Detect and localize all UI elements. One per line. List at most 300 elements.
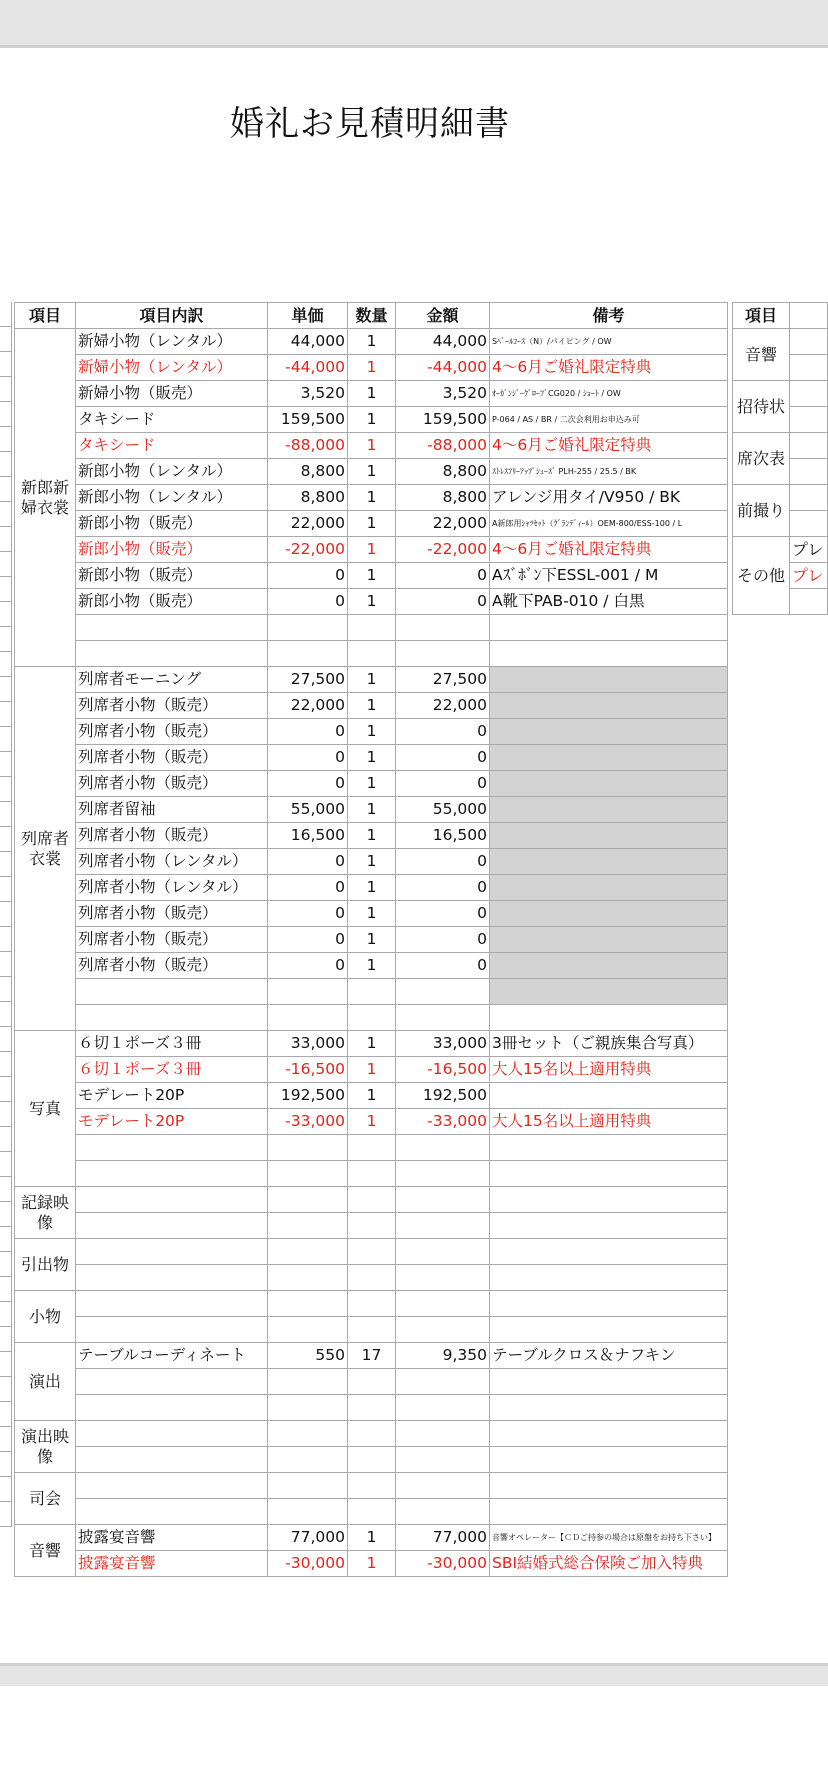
table-header-row <box>15 303 728 329</box>
remarks-cell <box>490 849 728 875</box>
amount-cell <box>396 1473 490 1499</box>
item-cell: 列席者小物（販売） <box>76 771 268 797</box>
item-cell: 新婦小物（販売） <box>76 381 268 407</box>
right-header-category: 項目 <box>733 303 790 329</box>
right-blank-cell <box>790 589 828 615</box>
item-cell: 列席者小物（レンタル） <box>76 875 268 901</box>
item-cell <box>76 641 268 667</box>
table-row <box>15 1265 728 1291</box>
amount-cell: 16,500 <box>396 823 490 849</box>
remarks-cell <box>490 719 728 745</box>
quantity-cell <box>348 1499 396 1525</box>
remarks-cell: 4～6月ご婚礼限定特典 <box>490 433 728 459</box>
amount-cell <box>396 1161 490 1187</box>
amount-cell <box>396 1239 490 1265</box>
amount-cell <box>396 641 490 667</box>
amount-cell: 0 <box>396 953 490 979</box>
amount-cell: 0 <box>396 589 490 615</box>
item-cell: 列席者小物（販売） <box>76 745 268 771</box>
table-row <box>15 875 728 901</box>
table-row <box>15 433 728 459</box>
quantity-cell: 1 <box>348 1525 396 1551</box>
item-cell <box>76 979 268 1005</box>
remarks-cell: ｽﾄﾚｽﾌﾘｰｱｯﾌﾟｼｭｰｽﾞ PLH-255 / 25.5 / BK <box>490 459 728 485</box>
item-cell: 列席者小物（販売） <box>76 719 268 745</box>
quantity-cell: 1 <box>348 849 396 875</box>
table-row <box>15 1057 728 1083</box>
right-blank-cell <box>790 355 828 381</box>
amount-cell: 8,800 <box>396 459 490 485</box>
right-row <box>733 433 828 459</box>
unit-price-cell <box>268 1395 348 1421</box>
left-strip-cell <box>0 1077 12 1102</box>
remarks-cell: 大人15名以上適用特典 <box>490 1109 728 1135</box>
left-strip-cell <box>0 952 12 977</box>
quantity-cell: 1 <box>348 407 396 433</box>
remarks-cell <box>490 1213 728 1239</box>
amount-cell: 0 <box>396 875 490 901</box>
header-amount: 金額 <box>396 303 490 329</box>
category-cell: 引出物 <box>15 1239 76 1291</box>
item-cell: 列席者留袖 <box>76 797 268 823</box>
unit-price-cell <box>268 1135 348 1161</box>
quantity-cell: 1 <box>348 693 396 719</box>
unit-price-cell: 0 <box>268 745 348 771</box>
remarks-cell <box>490 1161 728 1187</box>
amount-cell: 8,800 <box>396 485 490 511</box>
quantity-cell <box>348 1265 396 1291</box>
table-row <box>15 1551 728 1577</box>
unit-price-cell: 0 <box>268 849 348 875</box>
right-other-line: プレ <box>790 537 828 563</box>
unit-price-cell: 8,800 <box>268 459 348 485</box>
left-strip-cell <box>0 1402 12 1427</box>
amount-cell <box>396 1395 490 1421</box>
amount-cell <box>396 979 490 1005</box>
left-strip-cell <box>0 402 12 427</box>
remarks-cell <box>490 1421 728 1447</box>
quantity-cell: 1 <box>348 1109 396 1135</box>
left-strip-cell <box>0 527 12 552</box>
category-cell: 写真 <box>15 1031 76 1187</box>
quantity-cell: 1 <box>348 1057 396 1083</box>
unit-price-cell <box>268 1369 348 1395</box>
item-cell <box>76 1317 268 1343</box>
quantity-cell: 17 <box>348 1343 396 1369</box>
left-strip-cell <box>0 452 12 477</box>
table-row <box>15 979 728 1005</box>
estimate-table <box>14 302 728 1577</box>
amount-cell: 159,500 <box>396 407 490 433</box>
quantity-cell: 1 <box>348 953 396 979</box>
unit-price-cell: 0 <box>268 719 348 745</box>
amount-cell: 9,350 <box>396 1343 490 1369</box>
left-strip-cell <box>0 727 12 752</box>
remarks-cell <box>490 1187 728 1213</box>
unit-price-cell: -16,500 <box>268 1057 348 1083</box>
item-cell <box>76 1291 268 1317</box>
amount-cell: 0 <box>396 771 490 797</box>
bottom-gray-band <box>0 1663 828 1686</box>
remarks-cell <box>490 641 728 667</box>
left-strip-cell <box>0 677 12 702</box>
item-cell <box>76 1447 268 1473</box>
left-strip-cell <box>0 1327 12 1352</box>
table-row <box>15 693 728 719</box>
quantity-cell: 1 <box>348 875 396 901</box>
unit-price-cell: 0 <box>268 901 348 927</box>
remarks-cell: SBI結婚式総合保険ご加入特典 <box>490 1551 728 1577</box>
remarks-cell: Sﾍﾞｰﾙｺｰｽ（N）/パイピング / OW <box>490 329 728 355</box>
amount-cell <box>396 1265 490 1291</box>
item-cell <box>76 1395 268 1421</box>
quantity-cell: 1 <box>348 719 396 745</box>
left-strip-cell <box>0 777 12 802</box>
quantity-cell: 1 <box>348 1551 396 1577</box>
remarks-cell: 4～6月ご婚礼限定特典 <box>490 537 728 563</box>
item-cell: 新郎小物（販売） <box>76 563 268 589</box>
quantity-cell <box>348 1473 396 1499</box>
quantity-cell: 1 <box>348 485 396 511</box>
item-cell: 新郎小物（販売） <box>76 589 268 615</box>
left-strip-cell <box>0 477 12 502</box>
amount-cell: 0 <box>396 901 490 927</box>
quantity-cell <box>348 1005 396 1031</box>
remarks-cell <box>490 771 728 797</box>
amount-cell: 0 <box>396 745 490 771</box>
item-cell: 列席者小物（販売） <box>76 823 268 849</box>
remarks-cell <box>490 901 728 927</box>
item-cell: 列席者小物（販売） <box>76 693 268 719</box>
right-category-cell: 前撮り <box>733 485 790 537</box>
header-quantity: 数量 <box>348 303 396 329</box>
table-row <box>15 563 728 589</box>
unit-price-cell: 33,000 <box>268 1031 348 1057</box>
quantity-cell: 1 <box>348 771 396 797</box>
unit-price-cell <box>268 1187 348 1213</box>
table-row <box>15 511 728 537</box>
amount-cell: -30,000 <box>396 1551 490 1577</box>
amount-cell <box>396 1447 490 1473</box>
category-cell: 音響 <box>15 1525 76 1577</box>
unit-price-cell: 16,500 <box>268 823 348 849</box>
quantity-cell: 1 <box>348 823 396 849</box>
left-strip-cell <box>0 1227 12 1252</box>
table-row <box>15 1213 728 1239</box>
left-strip-cell <box>0 1102 12 1127</box>
left-strip-cell <box>0 702 12 727</box>
quantity-cell <box>348 1213 396 1239</box>
left-strip-cell <box>0 1052 12 1077</box>
unit-price-cell: 3,520 <box>268 381 348 407</box>
left-strip-cell <box>0 802 12 827</box>
left-strip-cell <box>0 552 12 577</box>
quantity-cell <box>348 1239 396 1265</box>
unit-price-cell: -33,000 <box>268 1109 348 1135</box>
item-cell <box>76 1265 268 1291</box>
left-strip-cell <box>0 902 12 927</box>
quantity-cell: 1 <box>348 797 396 823</box>
unit-price-cell: -44,000 <box>268 355 348 381</box>
quantity-cell <box>348 615 396 641</box>
amount-cell: 27,500 <box>396 667 490 693</box>
left-strip-cell <box>0 627 12 652</box>
left-strip-cell <box>0 752 12 777</box>
unit-price-cell: 0 <box>268 927 348 953</box>
amount-cell: 3,520 <box>396 381 490 407</box>
table-row <box>15 1161 728 1187</box>
category-cell: 新郎新婦衣裳 <box>15 329 76 667</box>
quantity-cell <box>348 641 396 667</box>
amount-cell: 44,000 <box>396 329 490 355</box>
quantity-cell: 1 <box>348 537 396 563</box>
item-cell: 新郎小物（販売） <box>76 537 268 563</box>
amount-cell: -44,000 <box>396 355 490 381</box>
quantity-cell <box>348 1317 396 1343</box>
item-cell: ６切１ポーズ３冊 <box>76 1031 268 1057</box>
item-cell: ６切１ポーズ３冊 <box>76 1057 268 1083</box>
item-cell <box>76 1187 268 1213</box>
amount-cell: 77,000 <box>396 1525 490 1551</box>
amount-cell: 22,000 <box>396 693 490 719</box>
amount-cell <box>396 1187 490 1213</box>
amount-cell: -16,500 <box>396 1057 490 1083</box>
left-strip-cell <box>0 852 12 877</box>
quantity-cell: 1 <box>348 433 396 459</box>
left-strip-cell <box>0 502 12 527</box>
amount-cell: -88,000 <box>396 433 490 459</box>
quantity-cell: 1 <box>348 1083 396 1109</box>
item-cell: 披露宴音響 <box>76 1551 268 1577</box>
item-cell: 新郎小物（レンタル） <box>76 485 268 511</box>
remarks-cell <box>490 979 728 1005</box>
item-cell: 列席者小物（レンタル） <box>76 849 268 875</box>
left-strip-cell <box>0 352 12 377</box>
left-strip-cell <box>0 1152 12 1177</box>
unit-price-cell: 159,500 <box>268 407 348 433</box>
remarks-cell: Aｽﾞﾎﾞﾝ下ESSL-001 / M <box>490 563 728 589</box>
left-cutoff-column <box>0 302 12 1527</box>
remarks-cell <box>490 1317 728 1343</box>
left-strip-cell <box>0 377 12 402</box>
category-cell: 記録映像 <box>15 1187 76 1239</box>
amount-cell: -33,000 <box>396 1109 490 1135</box>
remarks-cell <box>490 1473 728 1499</box>
unit-price-cell: -30,000 <box>268 1551 348 1577</box>
remarks-cell <box>490 1083 728 1109</box>
unit-price-cell: 192,500 <box>268 1083 348 1109</box>
table-row <box>15 615 728 641</box>
left-strip-cell <box>0 652 12 677</box>
unit-price-cell: 0 <box>268 589 348 615</box>
amount-cell <box>396 1291 490 1317</box>
category-cell: 列席者衣裳 <box>15 667 76 1031</box>
table-row <box>15 771 728 797</box>
table-row <box>15 537 728 563</box>
quantity-cell: 1 <box>348 329 396 355</box>
quantity-cell: 1 <box>348 563 396 589</box>
left-strip-cell <box>0 1302 12 1327</box>
amount-cell <box>396 615 490 641</box>
remarks-cell: 3冊セット（ご親族集合写真） <box>490 1031 728 1057</box>
category-cell: 小物 <box>15 1291 76 1343</box>
left-strip-cell <box>0 827 12 852</box>
table-row <box>15 407 728 433</box>
table-row <box>15 1109 728 1135</box>
unit-price-cell: -88,000 <box>268 433 348 459</box>
remarks-cell <box>490 1447 728 1473</box>
quantity-cell <box>348 1291 396 1317</box>
left-strip-cell <box>0 327 12 352</box>
item-cell: タキシード <box>76 407 268 433</box>
remarks-cell: A靴下PAB-010 / 白黒 <box>490 589 728 615</box>
table-row <box>15 1525 728 1551</box>
remarks-cell: A新郎用ｼｬﾂｾｯﾄ（ｸﾞﾗﾝﾃﾞｨｰﾙ）OEM-800/ESS-100 / L <box>490 511 728 537</box>
quantity-cell: 1 <box>348 745 396 771</box>
remarks-cell <box>490 693 728 719</box>
remarks-cell <box>490 615 728 641</box>
table-row <box>15 745 728 771</box>
right-blank-cell <box>790 511 828 537</box>
unit-price-cell: -22,000 <box>268 537 348 563</box>
table-row <box>15 901 728 927</box>
amount-cell: 22,000 <box>396 511 490 537</box>
table-row <box>15 1369 728 1395</box>
table-row <box>15 1499 728 1525</box>
right-summary-table <box>732 302 828 615</box>
unit-price-cell: 8,800 <box>268 485 348 511</box>
unit-price-cell: 22,000 <box>268 511 348 537</box>
unit-price-cell: 550 <box>268 1343 348 1369</box>
remarks-cell: 音響オペレーター【ＣＤご持参の場合は原盤をお持ち下さい】 <box>490 1525 728 1551</box>
right-blank-cell <box>790 329 828 355</box>
remarks-cell <box>490 1291 728 1317</box>
header-unit-price: 単価 <box>268 303 348 329</box>
left-strip-cell <box>0 877 12 902</box>
unit-price-cell <box>268 1161 348 1187</box>
left-strip-cell <box>0 1252 12 1277</box>
unit-price-cell: 0 <box>268 953 348 979</box>
item-cell: 列席者モーニング <box>76 667 268 693</box>
unit-price-cell: 77,000 <box>268 1525 348 1551</box>
remarks-cell <box>490 745 728 771</box>
remarks-cell <box>490 667 728 693</box>
unit-price-cell: 0 <box>268 875 348 901</box>
table-row <box>15 927 728 953</box>
amount-cell: 0 <box>396 719 490 745</box>
remarks-cell <box>490 1369 728 1395</box>
table-row <box>15 797 728 823</box>
remarks-cell <box>490 1395 728 1421</box>
right-row <box>733 329 828 355</box>
item-cell: 新郎小物（販売） <box>76 511 268 537</box>
quantity-cell <box>348 1421 396 1447</box>
table-row <box>15 1005 728 1031</box>
left-strip-cell <box>0 1277 12 1302</box>
right-blank-cell <box>790 485 828 511</box>
left-strip-cell <box>0 1127 12 1152</box>
unit-price-cell <box>268 641 348 667</box>
remarks-cell <box>490 953 728 979</box>
quantity-cell <box>348 1447 396 1473</box>
unit-price-cell: 44,000 <box>268 329 348 355</box>
table-row <box>15 485 728 511</box>
quantity-cell: 1 <box>348 355 396 381</box>
amount-cell: 33,000 <box>396 1031 490 1057</box>
quantity-cell <box>348 1135 396 1161</box>
right-category-cell: 音響 <box>733 329 790 381</box>
quantity-cell <box>348 1395 396 1421</box>
table-row <box>15 719 728 745</box>
table-row <box>15 1317 728 1343</box>
table-row <box>15 1083 728 1109</box>
quantity-cell: 1 <box>348 901 396 927</box>
item-cell: モデレート20P <box>76 1109 268 1135</box>
unit-price-cell <box>268 1239 348 1265</box>
item-cell <box>76 1161 268 1187</box>
header-item: 項目内訳 <box>76 303 268 329</box>
unit-price-cell: 22,000 <box>268 693 348 719</box>
unit-price-cell <box>268 1499 348 1525</box>
amount-cell <box>396 1005 490 1031</box>
header-remarks: 備考 <box>490 303 728 329</box>
remarks-cell: テーブルクロス＆ナフキン <box>490 1343 728 1369</box>
quantity-cell <box>348 979 396 1005</box>
item-cell <box>76 1005 268 1031</box>
category-cell: 司会 <box>15 1473 76 1525</box>
left-strip-cell <box>0 927 12 952</box>
unit-price-cell <box>268 1005 348 1031</box>
left-strip-cell <box>0 1002 12 1027</box>
unit-price-cell: 0 <box>268 771 348 797</box>
left-strip-cell <box>0 1177 12 1202</box>
amount-cell <box>396 1135 490 1161</box>
table-row <box>15 1031 728 1057</box>
left-strip-cell <box>0 1452 12 1477</box>
remarks-cell: アレンジ用タイ/V950 / BK <box>490 485 728 511</box>
table-row <box>15 355 728 381</box>
amount-cell: 0 <box>396 849 490 875</box>
right-row <box>733 485 828 511</box>
quantity-cell: 1 <box>348 381 396 407</box>
unit-price-cell <box>268 615 348 641</box>
item-cell: 披露宴音響 <box>76 1525 268 1551</box>
item-cell <box>76 1369 268 1395</box>
amount-cell <box>396 1369 490 1395</box>
amount-cell <box>396 1421 490 1447</box>
right-blank-cell <box>790 381 828 407</box>
quantity-cell: 1 <box>348 589 396 615</box>
amount-cell: 55,000 <box>396 797 490 823</box>
remarks-cell: P-064 / AS / BR / 二次会利用お申込み可 <box>490 407 728 433</box>
table-row <box>15 1473 728 1499</box>
item-cell <box>76 1135 268 1161</box>
amount-cell <box>396 1213 490 1239</box>
unit-price-cell <box>268 1213 348 1239</box>
item-cell <box>76 1499 268 1525</box>
amount-cell: 192,500 <box>396 1083 490 1109</box>
remarks-cell <box>490 797 728 823</box>
category-cell: 演出 <box>15 1343 76 1421</box>
table-row <box>15 1447 728 1473</box>
left-strip-cell <box>0 1027 12 1052</box>
document-title: 婚礼お見積明細書 <box>230 104 510 144</box>
remarks-cell <box>490 823 728 849</box>
quantity-cell: 1 <box>348 511 396 537</box>
item-cell: モデレート20P <box>76 1083 268 1109</box>
item-cell: タキシード <box>76 433 268 459</box>
header-category: 項目 <box>15 303 76 329</box>
